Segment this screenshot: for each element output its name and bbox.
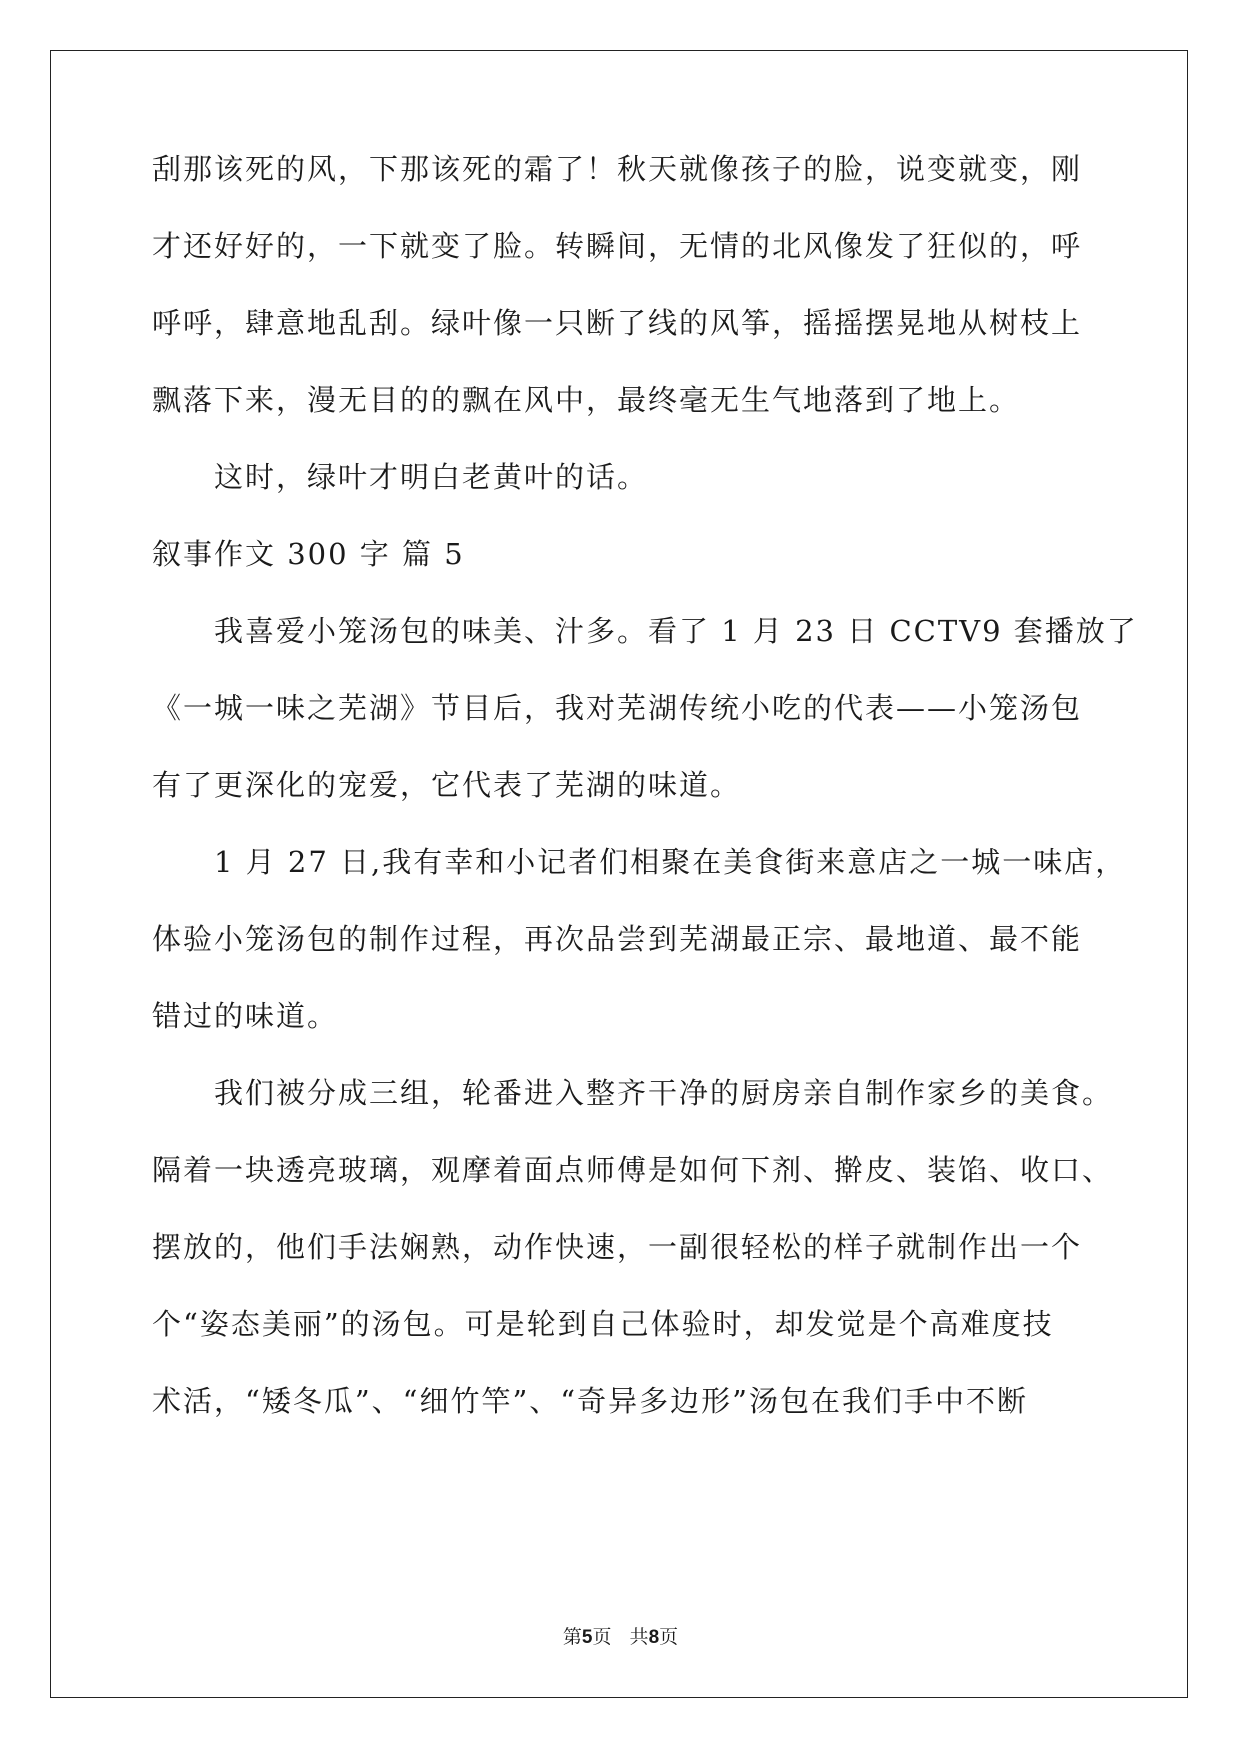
text-line-11: 体验小笼汤包的制作过程，再次品尝到芜湖最正宗、最地道、最不能	[152, 922, 1083, 956]
footer-suffix: 页	[659, 1626, 679, 1648]
paragraph-conclusion: 这时，绿叶才明白老黄叶的话。	[152, 460, 649, 494]
footer-total-pages: 8	[648, 1627, 660, 1648]
text-line-10: 1 月 27 日,我有幸和小记者们相聚在美食街来意店之一城一味店，	[152, 845, 1127, 879]
text-line-9: 有了更深化的宠爱，它代表了芜湖的味道。	[152, 768, 742, 802]
text-line-8: 《一城一味之芜湖》节目后，我对芜湖传统小吃的代表——小笼汤包	[152, 691, 1083, 725]
footer-prefix: 第	[562, 1626, 582, 1648]
text-line-15: 摆放的，他们手法娴熟，动作快速，一副很轻松的样子就制作出一个	[152, 1230, 1083, 1264]
footer-mid: 页 共	[592, 1626, 649, 1648]
text-line-14: 隔着一块透亮玻璃，观摩着面点师傅是如何下剂、擀皮、装馅、收口、	[152, 1153, 1114, 1187]
text-line-2: 才还好好的，一下就变了脸。转瞬间，无情的北风像发了狂似的，呼	[152, 229, 1083, 263]
text-line-4: 飘落下来，漫无目的的飘在风中，最终毫无生气地落到了地上。	[152, 383, 1021, 417]
footer-current-page: 5	[581, 1627, 593, 1648]
text-line-17: 术活，“矮冬瓜”、“细竹竿”、“奇异多边形”汤包在我们手中不断	[152, 1384, 1028, 1418]
section-heading: 叙事作文 300 字 篇 5	[152, 537, 465, 571]
text-line-16: 个“姿态美丽”的汤包。可是轮到自己体验时，却发觉是个高难度技	[152, 1307, 1054, 1341]
text-line-12: 错过的味道。	[152, 999, 339, 1033]
text-line-7: 我喜爱小笼汤包的味美、汁多。看了 1 月 23 日 CCTV9 套播放了	[152, 614, 1138, 648]
page-footer	[0, 1625, 1241, 1650]
text-line-13: 我们被分成三组，轮番进入整齐干净的厨房亲自制作家乡的美食。	[152, 1076, 1114, 1110]
text-line-3: 呼呼，肆意地乱刮。绿叶像一只断了线的风筝，摇摇摆晃地从树枝上	[152, 306, 1083, 340]
text-line-1: 刮那该死的风，下那该死的霜了！秋天就像孩子的脸，说变就变，刚	[152, 152, 1083, 186]
